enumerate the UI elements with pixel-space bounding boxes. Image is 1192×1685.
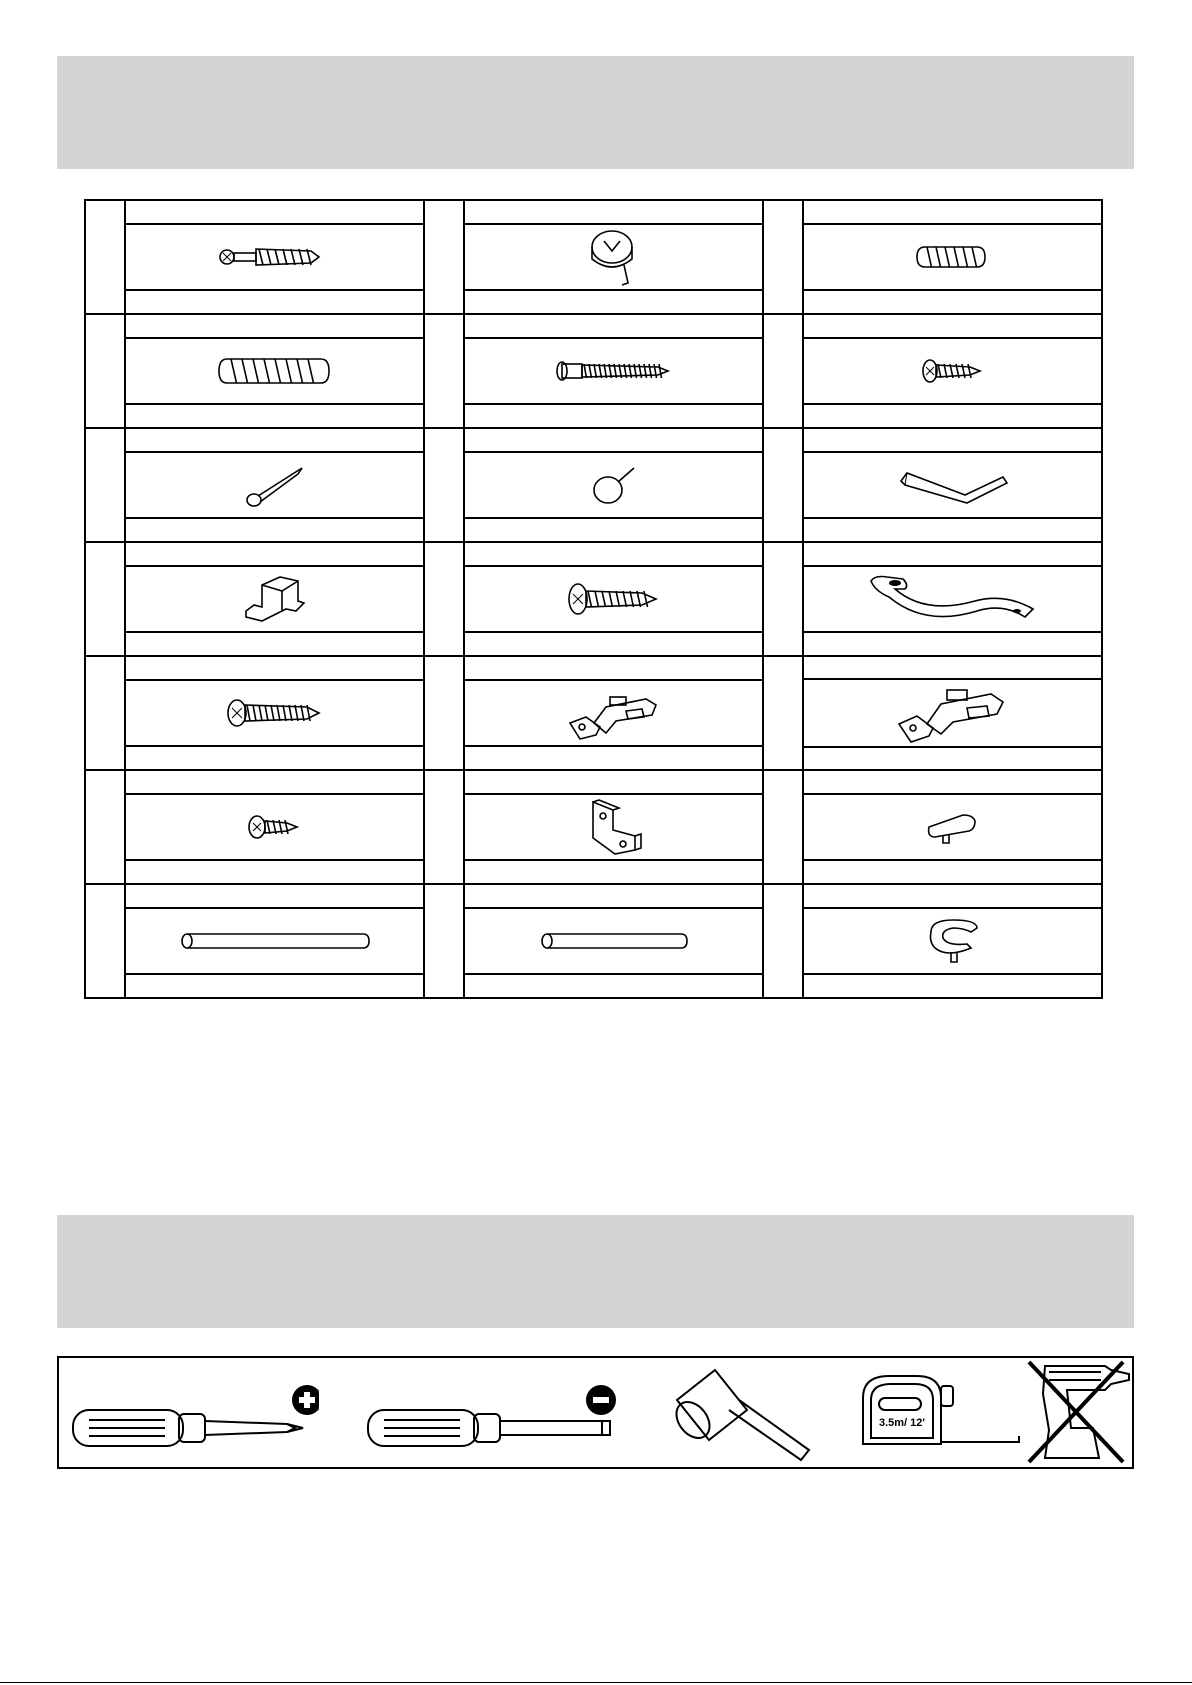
part-name <box>126 885 423 909</box>
hardware-part <box>803 656 1102 770</box>
hardware-part <box>803 770 1102 884</box>
part-key-label <box>424 200 464 314</box>
part-name <box>126 543 423 567</box>
glide-nail-icon <box>465 453 762 517</box>
part-name <box>126 201 423 225</box>
part-name <box>804 315 1101 339</box>
hardware-part <box>464 200 763 314</box>
part-key-label <box>85 884 125 998</box>
part-name <box>465 201 762 225</box>
hinge-large-icon <box>804 680 1101 746</box>
hardware-header-band <box>57 56 1134 169</box>
part-name <box>465 657 762 681</box>
part-quantity <box>126 745 423 769</box>
hardware-part <box>125 542 424 656</box>
part-name <box>465 315 762 339</box>
tape-measure-icon <box>849 1358 1039 1467</box>
flathead-screwdriver-icon <box>364 1358 629 1467</box>
shelf-support-icon <box>804 795 1101 859</box>
part-quantity <box>126 973 423 997</box>
hardware-row <box>85 200 1102 314</box>
cam-lock-icon <box>465 225 762 289</box>
part-key-label <box>424 770 464 884</box>
hardware-row <box>85 770 1102 884</box>
part-key-label <box>763 428 803 542</box>
hardware-part <box>464 656 763 770</box>
part-name <box>804 657 1101 680</box>
part-quantity <box>804 746 1101 769</box>
hardware-part <box>803 542 1102 656</box>
part-quantity <box>804 973 1101 997</box>
confirmat-screw-icon <box>465 339 762 403</box>
part-key-label <box>763 770 803 884</box>
part-name <box>804 201 1101 225</box>
rubber-mallet-icon <box>659 1358 829 1467</box>
part-quantity <box>804 403 1101 427</box>
part-quantity <box>804 859 1101 883</box>
hardware-row <box>85 542 1102 656</box>
hardware-part <box>464 884 763 998</box>
part-quantity <box>465 973 762 997</box>
hardware-part <box>125 428 424 542</box>
part-quantity <box>126 859 423 883</box>
hardware-part <box>464 770 763 884</box>
hardware-part <box>803 200 1102 314</box>
part-key-label <box>424 542 464 656</box>
part-key-label <box>424 428 464 542</box>
countersunk-screw-icon <box>465 567 762 631</box>
part-name <box>126 315 423 339</box>
part-key-label <box>763 200 803 314</box>
hardware-part <box>803 884 1102 998</box>
small-dowel-icon <box>804 225 1101 289</box>
large-dowel-icon <box>126 339 423 403</box>
part-quantity <box>126 631 423 655</box>
tools-panel <box>57 1356 1134 1469</box>
part-quantity <box>465 517 762 541</box>
part-name <box>804 771 1101 795</box>
part-key-label <box>85 656 125 770</box>
part-name <box>465 543 762 567</box>
part-name <box>465 429 762 453</box>
part-name <box>804 429 1101 453</box>
part-quantity <box>465 289 762 313</box>
hardware-part <box>464 314 763 428</box>
cam-bolt-icon <box>126 225 423 289</box>
part-key-label <box>85 200 125 314</box>
part-name <box>126 657 423 681</box>
hardware-row <box>85 314 1102 428</box>
part-name <box>126 771 423 795</box>
part-name <box>465 885 762 909</box>
shelf-clip-icon <box>126 567 423 631</box>
part-key-label <box>85 770 125 884</box>
hardware-part <box>125 314 424 428</box>
page-bottom-rule <box>0 1682 1192 1683</box>
hardware-table <box>84 199 1103 999</box>
part-quantity <box>126 289 423 313</box>
part-quantity <box>465 745 762 769</box>
part-quantity <box>126 517 423 541</box>
hardware-part <box>125 884 424 998</box>
part-key-label <box>424 656 464 770</box>
short-screw-icon <box>804 339 1101 403</box>
hardware-part <box>803 428 1102 542</box>
part-quantity <box>804 631 1101 655</box>
part-key-label <box>763 542 803 656</box>
wood-screw-icon <box>126 681 423 745</box>
part-quantity <box>465 631 762 655</box>
pan-head-screw-icon <box>126 795 423 859</box>
part-quantity <box>465 403 762 427</box>
tools-header-band <box>57 1215 1134 1328</box>
long-rod-icon <box>126 909 423 973</box>
angle-bracket-icon <box>465 795 762 859</box>
part-name <box>804 885 1101 909</box>
allen-key-icon <box>804 453 1101 517</box>
part-quantity <box>804 289 1101 313</box>
part-quantity <box>465 859 762 883</box>
part-key-label <box>763 884 803 998</box>
hardware-row <box>85 656 1102 770</box>
part-key-label <box>85 314 125 428</box>
part-name <box>804 543 1101 567</box>
hardware-part <box>125 770 424 884</box>
hardware-part <box>125 656 424 770</box>
phillips-screwdriver-icon <box>69 1358 319 1467</box>
part-key-label <box>85 428 125 542</box>
part-key-label <box>85 542 125 656</box>
part-name <box>126 429 423 453</box>
hardware-row <box>85 884 1102 998</box>
hardware-part <box>464 542 763 656</box>
part-quantity <box>126 403 423 427</box>
part-key-label <box>424 884 464 998</box>
nail-icon <box>126 453 423 517</box>
part-key-label <box>763 314 803 428</box>
short-rod-icon <box>465 909 762 973</box>
hardware-row <box>85 428 1102 542</box>
hardware-part <box>125 200 424 314</box>
part-quantity <box>804 517 1101 541</box>
part-name <box>465 771 762 795</box>
part-key-label <box>424 314 464 428</box>
rod-holder-icon <box>804 909 1101 973</box>
hardware-part <box>464 428 763 542</box>
tape-measure-label: 3.5m/ 12' <box>878 1417 926 1429</box>
part-key-label <box>763 656 803 770</box>
anti-tip-strap-icon <box>804 567 1101 631</box>
hinge-small-icon <box>465 681 762 745</box>
no-power-drill-icon <box>1019 1358 1134 1467</box>
hardware-part <box>803 314 1102 428</box>
